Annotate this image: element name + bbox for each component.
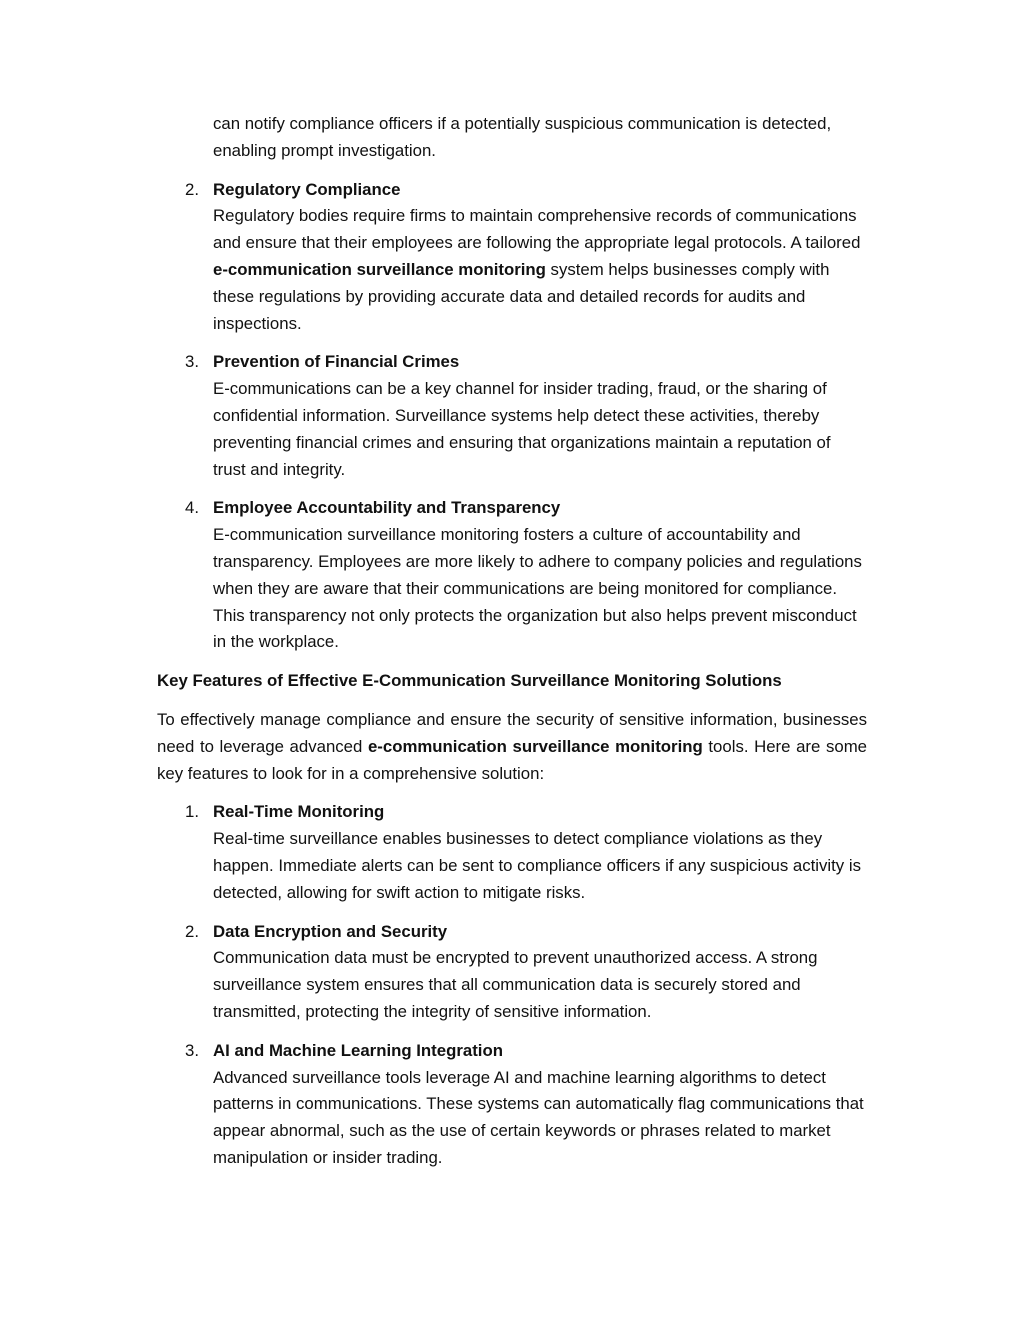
section-heading: Key Features of Effective E-Communication Surveillance Monitoring Solutions: [157, 671, 782, 691]
list-item: [157, 349, 867, 483]
list-item-text: E-communications can be a key channel for insider trading, fraud, or the sharing of confidential information. Surveillance systems help detect these activities, thereby preventing financial crimes and ensuring that organizations maintain a reputation of trust and integrity.: [213, 379, 831, 479]
bold-phrase: e-communication surveillance monitoring: [213, 259, 546, 279]
list-number: 3.: [185, 352, 199, 372]
list-item-title: Real-Time Monitoring: [213, 802, 385, 822]
list-item: [157, 919, 867, 1026]
list-number: 1.: [185, 802, 199, 822]
list-number: 4.: [185, 498, 199, 518]
list-item-text: E-communication surveillance monitoring fosters a culture of accountability and transparency. Employees are more likely to adhere to company policies and regulations when they are aware that their communications are being monitored for compliance. This transparency not only protects the organization but also helps prevent misconduct in the workplace.: [213, 525, 862, 652]
list-item-title: AI and Machine Learning Integration: [213, 1040, 503, 1060]
list-item-title: Regulatory Compliance: [213, 179, 401, 199]
document-page: [157, 111, 867, 1172]
features-list: [157, 799, 867, 1171]
list-item: [157, 799, 867, 906]
list-number: 2.: [185, 921, 199, 941]
list-number: 2.: [185, 179, 199, 199]
list-number: 3.: [185, 1040, 199, 1060]
list-item-title: Prevention of Financial Crimes: [213, 352, 460, 372]
list-item-text: Communication data must be encrypted to prevent unauthorized access. A strong surveillance system ensures that all communication data is securely stored and transmitted, protecting the integrity of sensitive information.: [213, 948, 818, 1021]
benefits-list: [157, 177, 867, 657]
bold-phrase: e-communication surveillance monitoring: [367, 736, 703, 756]
list-item-text: Advanced surveillance tools leverage AI and machine learning algorithms to detect patterns in communications. These systems can automatically flag communications that appear abnormal, such as the use of certain keywords or phrases related to market manipulation or insider trading.: [213, 1067, 864, 1167]
list-item-text: Real-time surveillance enables businesses to detect compliance violations as they happen. Immediate alerts can be sent to compliance officers if any suspicious activity is detected, allowing for swift action to mitigate risks.: [213, 829, 861, 902]
intro-continuation: can notify compliance officers if a potentially suspicious communication is detected, enabling prompt investigation.: [213, 114, 832, 160]
list-item-text: Regulatory bodies require firms to maintain comprehensive records of communications and ensure that their employees are following the appropriate legal protocols. A tailored e-communication surveillance monitoring system helps businesses comply with these regulations by providing accurate data and detailed records for audits and inspections.: [213, 206, 861, 333]
section-paragraph: To effectively manage compliance and ensure the security of sensitive information, businesses need to leverage advanced e-communication surveillance monitoring tools. Here are some key features to look for in a comprehensive solution:: [157, 709, 868, 783]
list-item-title: Employee Accountability and Transparency: [213, 498, 561, 518]
list-item: [157, 177, 867, 338]
list-item-title: Data Encryption and Security: [213, 921, 448, 941]
list-item: [157, 495, 867, 656]
list-item: [157, 1038, 867, 1172]
